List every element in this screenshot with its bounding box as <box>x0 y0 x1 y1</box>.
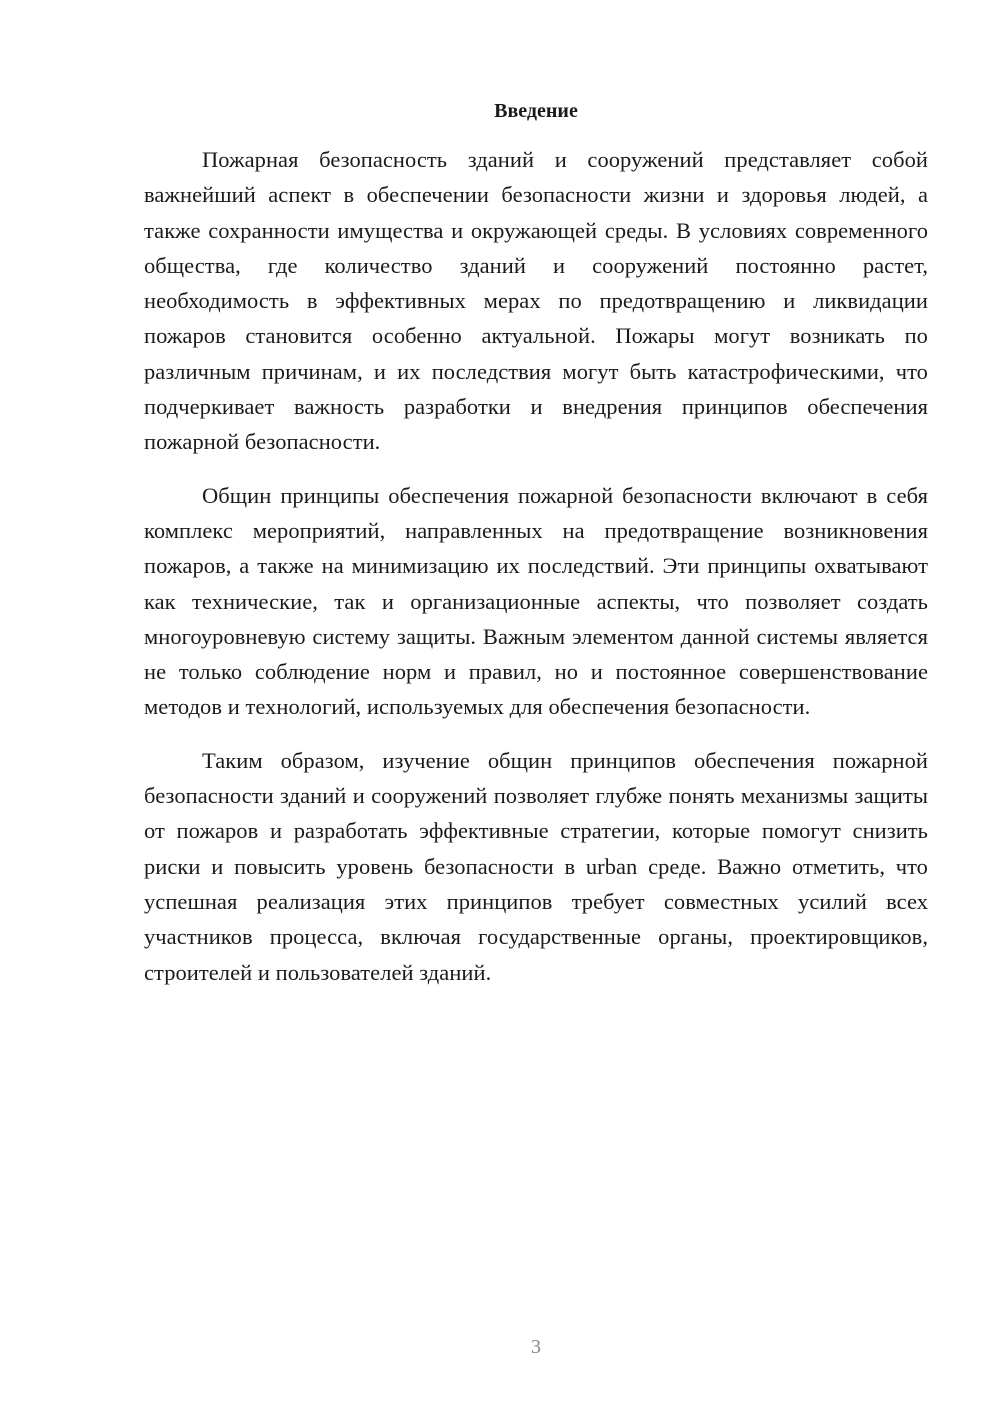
paragraph-3: Таким образом, изучение общин принципов обеспечения пожарной безопасности зданий и сооружений позволяет глубже понять механизмы защиты от пожаров и разработать эффективные стратегии, которые помогут снизить риски и повысить уровень безопасности в urban среде. Важно отметить, что успешная реализация этих принципов требует совместных усилий всех участников процесса, включая государственные органы, проектировщиков, строителей и пользователей зданий. <box>144 747 928 985</box>
body-text <box>144 142 928 1008</box>
page-number: 3 <box>531 1336 541 1358</box>
page-title: Введение <box>494 100 578 122</box>
paragraph-1: Пожарная безопасность зданий и сооружений представляет собой важнейший аспект в обеспечении безопасности жизни и здоровья людей, а также сохранности имущества и окружающей среды. В условиях современного общества, где количество зданий и сооружений постоянно растет, необходимость в эффективных мерах по предотвращению и ликвидации пожаров становится особенно актуальной. Пожары могут возникать по различным причинам, и их последствия могут быть катастрофическими, что подчеркивает важность разработки и внедрения принципов обеспечения пожарной безопасности. <box>144 147 928 455</box>
paragraph-2: Общин принципы обеспечения пожарной безопасности включают в себя комплекс мероприятий, направленных на предотвращение возникновения пожаров, а также на минимизацию их последствий. Эти принципы охватывают как технические, так и организационные аспекты, что позволяет создать многоуровневую систему защиты. Важным элементом данной системы является не только соблюдение норм и правил, но и постоянное совершенствование методов и технологий, используемых для обеспечения безопасности. <box>144 482 928 720</box>
